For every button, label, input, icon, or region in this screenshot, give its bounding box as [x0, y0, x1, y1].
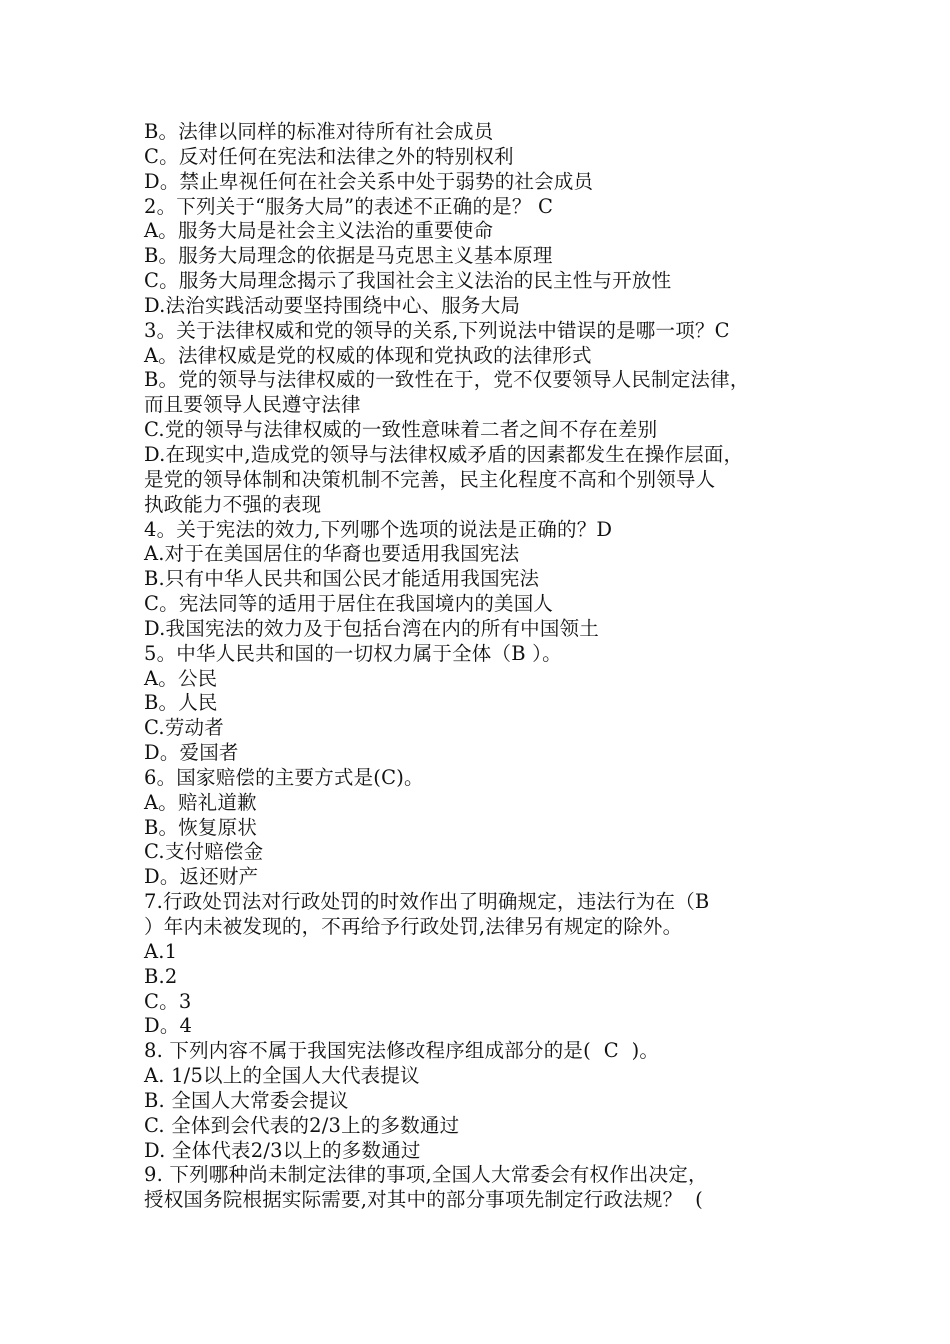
option-c-q8: C. 全体到会代表的2/3上的多数通过 [144, 1113, 460, 1137]
option-c-q1: C。反对任何在宪法和法律之外的特别权利 [144, 144, 514, 168]
option-b-q3-cont: 而且要领导人民遵守法律 [144, 393, 361, 417]
option-a-q6: A。赔礼道歉 [144, 790, 257, 814]
option-b-q3: B。党的领导与法律权威的一致性在于，党不仅要领导人民制定法律， [144, 368, 750, 392]
option-d-q3-cont-1: 是党的领导体制和决策机制不完善，民主化程度不高和个别领导人 [144, 467, 716, 491]
option-d-q8: D. 全体代表2/3以上的多数通过 [144, 1138, 421, 1162]
option-c-q7: C。3 [144, 989, 192, 1013]
option-c-q3: C.党的领导与法律权威的一致性意味着二者之间不存在差别 [144, 418, 658, 442]
option-a-q8: A. 1/5以上的全国人大代表提议 [144, 1064, 420, 1088]
question-5: 5。中华人民共和国的一切权力属于全体（B ）。 [144, 641, 562, 665]
question-7-cont: ）年内未被发现的，不再给予行政处罚,法律另有规定的除外。 [144, 915, 683, 938]
option-d-q1: D。禁止卑视任何在社会关系中处于弱势的社会成员 [144, 169, 594, 193]
option-c-q6: C.支付赔偿金 [144, 840, 264, 864]
question-3: 3。关于法律权威和党的领导的关系,下列说法中错误的是哪一项？C [144, 318, 730, 342]
option-b-q2: B。服务大局理念的依据是马克思主义基本原理 [144, 244, 553, 268]
option-b-q4: B.只有中华人民共和国公民才能适用我国宪法 [144, 567, 540, 591]
document-page [144, 120, 824, 1213]
question-9: 9. 下列哪种尚未制定法律的事项,全国人大常委会有权作出决定， [144, 1163, 708, 1187]
option-d-q7: D。4 [144, 1014, 193, 1038]
option-a-q7: A.1 [144, 939, 178, 963]
question-9-cont: 授权国务院根据实际需要,对其中的部分事项先制定行政法规？ ( [144, 1188, 703, 1212]
option-d-q6: D。返还财产 [144, 865, 259, 889]
question-7: 7.行政处罚法对行政处罚的时效作出了明确规定，违法行为在（B [144, 890, 710, 914]
option-c-q5: C.劳动者 [144, 716, 224, 740]
question-4: 4。关于宪法的效力,下列哪个选项的说法是正确的？D [144, 517, 613, 541]
option-b-q8: B. 全国人大常委会提议 [144, 1088, 349, 1112]
option-c-q4: C。宪法同等的适用于居住在我国境内的美国人 [144, 592, 554, 616]
option-b-q1: B。法律以同样的标准对待所有社会成员 [144, 120, 494, 143]
question-6: 6。国家赔偿的主要方式是(C)。 [144, 765, 424, 789]
question-2: 2。下列关于“服务大局”的表述不正确的是？ C [144, 194, 554, 218]
option-d-q3: D.在现实中,造成党的领导与法律权威矛盾的因素都发生在操作层面， [144, 442, 744, 466]
option-d-q2: D.法治实践活动要坚持围绕中心、服务大局 [144, 293, 521, 317]
question-8: 8. 下列内容不属于我国宪法修改程序组成部分的是( C )。 [144, 1039, 660, 1063]
option-d-q3-cont-2: 执政能力不强的表现 [144, 492, 322, 516]
option-b-q6: B。恢复原状 [144, 815, 258, 839]
option-a-q5: A。公民 [144, 666, 218, 690]
option-c-q2: C。服务大局理念揭示了我国社会主义法治的民主性与开放性 [144, 269, 672, 293]
option-a-q3: A。法律权威是党的权威的体现和党执政的法律形式 [144, 343, 592, 367]
option-b-q5: B。人民 [144, 691, 218, 715]
option-a-q2: A。服务大局是社会主义法治的重要使命 [144, 219, 494, 243]
option-d-q4: D.我国宪法的效力及于包括台湾在内的所有中国领土 [144, 616, 599, 640]
option-d-q5: D。爱国者 [144, 741, 239, 765]
option-b-q7: B.2 [144, 964, 178, 988]
option-a-q4: A.对于在美国居住的华裔也要适用我国宪法 [144, 542, 520, 566]
